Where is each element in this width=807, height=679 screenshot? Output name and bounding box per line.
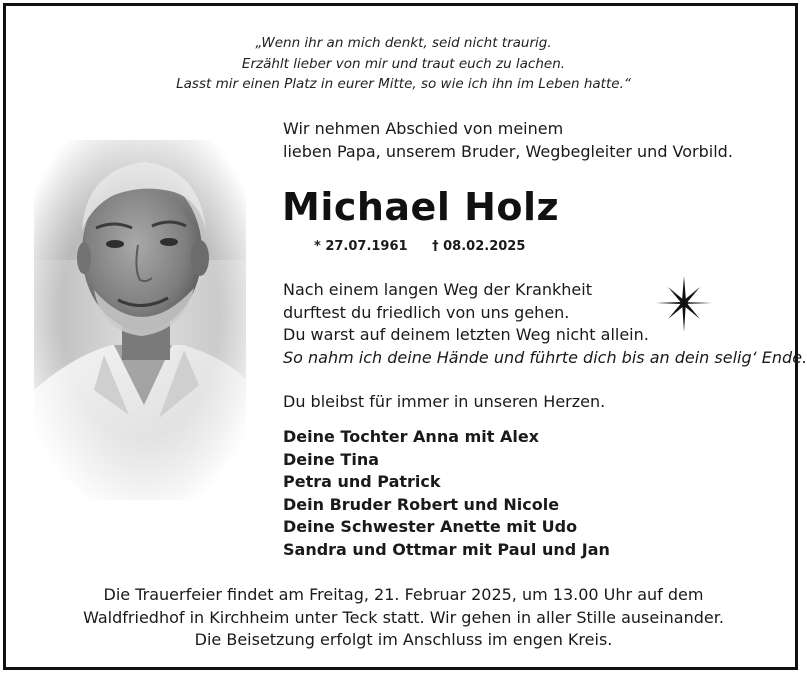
quote-line: „Wenn ihr an mich denkt, seid nicht traurig. — [255, 35, 552, 51]
star-icon — [656, 276, 712, 336]
quote-line: Erzählt lieber von mir und traut euch zu lachen. — [241, 55, 566, 72]
mourner: Petra und Patrick — [283, 472, 441, 492]
message-line-italic: So nahm ich deine Hände und führte dich bis an dein selig‘ Ende. — [283, 347, 807, 367]
mourner: Deine Tina — [283, 449, 380, 469]
portrait-photo — [34, 140, 246, 500]
message-line: Du warst auf deinem letzten Weg nicht allein. — [283, 325, 649, 344]
birth-date: * 27.07.1961 — [314, 239, 408, 254]
funeral-line: Die Trauerfeier findet am Freitag, 21. Februar 2025, um 13.00 Uhr auf dem — [103, 585, 704, 604]
message-line: durftest du friedlich von uns gehen. — [283, 302, 570, 322]
mourners-list — [283, 426, 610, 562]
mourner: Deine Tochter Anna mit Alex — [283, 427, 539, 446]
closing-line: Du bleibst für immer in unseren Herzen. — [283, 392, 606, 411]
mourner: Dein Bruder Robert und Nicole — [283, 494, 560, 514]
funeral-details — [6, 584, 801, 652]
funeral-line: Die Beisetzung erfolgt im Anschluss im engen Kreis. — [194, 630, 613, 649]
mourner: Sandra und Ottmar mit Paul und Jan — [283, 539, 610, 559]
obituary-notice — [3, 3, 807, 670]
mourner: Deine Schwester Anette mit Udo — [283, 517, 578, 537]
intro-line: lieben Papa, unserem Bruder, Wegbegleiter und Vorbild. — [283, 141, 733, 161]
farewell-message — [283, 279, 807, 369]
death-date: † 08.02.2025 — [432, 239, 526, 254]
memorial-quote — [6, 33, 801, 95]
funeral-line: Waldfriedhof in Kirchheim unter Teck statt. Wir gehen in aller Stille auseinander. — [83, 607, 724, 627]
quote-line: Lasst mir einen Platz in eurer Mitte, so wie ich ihn im Leben hatte.“ — [176, 76, 631, 92]
message-line: Nach einem langen Weg der Krankheit — [283, 280, 592, 299]
life-dates — [314, 239, 545, 254]
deceased-name: Michael Holz — [282, 185, 560, 229]
intro-line: Wir nehmen Abschied von meinem — [283, 119, 564, 138]
intro-text — [283, 118, 733, 163]
